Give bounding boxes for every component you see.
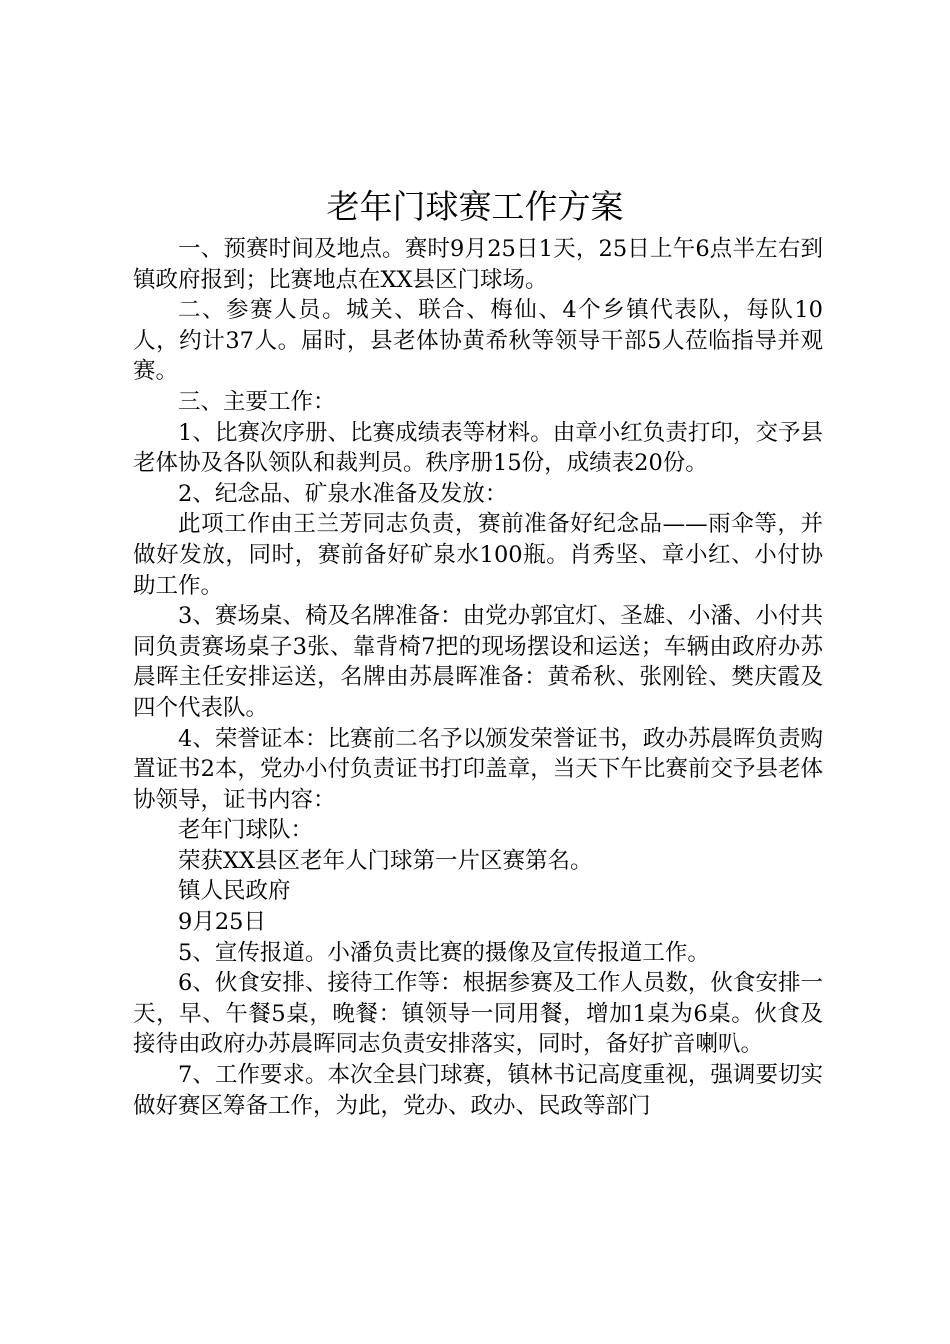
paragraph-schedule: 一、预赛时间及地点。赛时9月25日1天，25日上午6点半左右到镇政府报到；比赛地点在XX县区门球场。 bbox=[133, 236, 823, 293]
paragraph-main-work-heading: 三、主要工作： bbox=[178, 388, 336, 415]
paragraph-item-7: 7、工作要求。本次全县门球赛，镇林书记高度重视，强调要切实做好赛区筹备工作，为此，党办、政办、民政等部门 bbox=[133, 1062, 823, 1119]
document-body bbox=[133, 234, 823, 1121]
certificate-line-award: 荣获XX县区老年人门球第一片区赛第名。 bbox=[178, 847, 593, 874]
paragraph-item-2-detail: 此项工作由王兰芳同志负责，赛前准备好纪念品——雨伞等，并做好发放，同时，赛前备好矿泉水100瓶。肖秀坚、章小红、小付协助工作。 bbox=[133, 511, 823, 599]
paragraph-item-4: 4、荣誉证本：比赛前二名予以颁发荣誉证书，政办苏晨晖负责购置证书2本，党办小付负责证书打印盖章，当天下午比赛前交予县老体协领导，证书内容： bbox=[133, 725, 823, 813]
document-title: 老年门球赛工作方案 bbox=[326, 187, 624, 226]
paragraph-item-5: 5、宣传报道。小潘负责比赛的摄像及宣传报道工作。 bbox=[178, 939, 710, 966]
paragraph-item-3: 3、赛场桌、椅及名牌准备：由党办郭宜灯、圣雄、小潘、小付共同负责赛场桌子3张、靠背椅7把的现场摆设和运送；车辆由政府办苏晨晖主任安排运送，名牌由苏晨晖准备：黄希秋、张刚铨、樊庆霞及四个代表队。 bbox=[133, 603, 823, 721]
paragraph-item-6: 6、伙食安排、接待工作等：根据参赛及工作人员数，伙食安排一天，早、午餐5桌，晚餐：镇领导一同用餐，增加1桌为6桌。伙食及接待由政府办苏晨晖同志负责安排落实，同时，备好扩音喇叭。 bbox=[133, 970, 823, 1058]
paragraph-participants: 二、参赛人员。城关、联合、梅仙、4个乡镇代表队，每队10人，约计37人。届时，县老体协黄希秋等领导干部5人莅临指导并观赛。 bbox=[133, 297, 823, 385]
certificate-line-issuer: 镇人民政府 bbox=[178, 878, 291, 905]
paragraph-item-1: 1、比赛次序册、比赛成绩表等材料。由章小红负责打印，交予县老体协及各队领队和裁判员。秩序册15份，成绩表20份。 bbox=[133, 419, 823, 477]
paragraph-item-2: 2、纪念品、矿泉水准备及发放： bbox=[178, 480, 508, 507]
certificate-line-team: 老年门球队： bbox=[178, 817, 314, 844]
certificate-line-date: 9月25日 bbox=[178, 909, 266, 936]
